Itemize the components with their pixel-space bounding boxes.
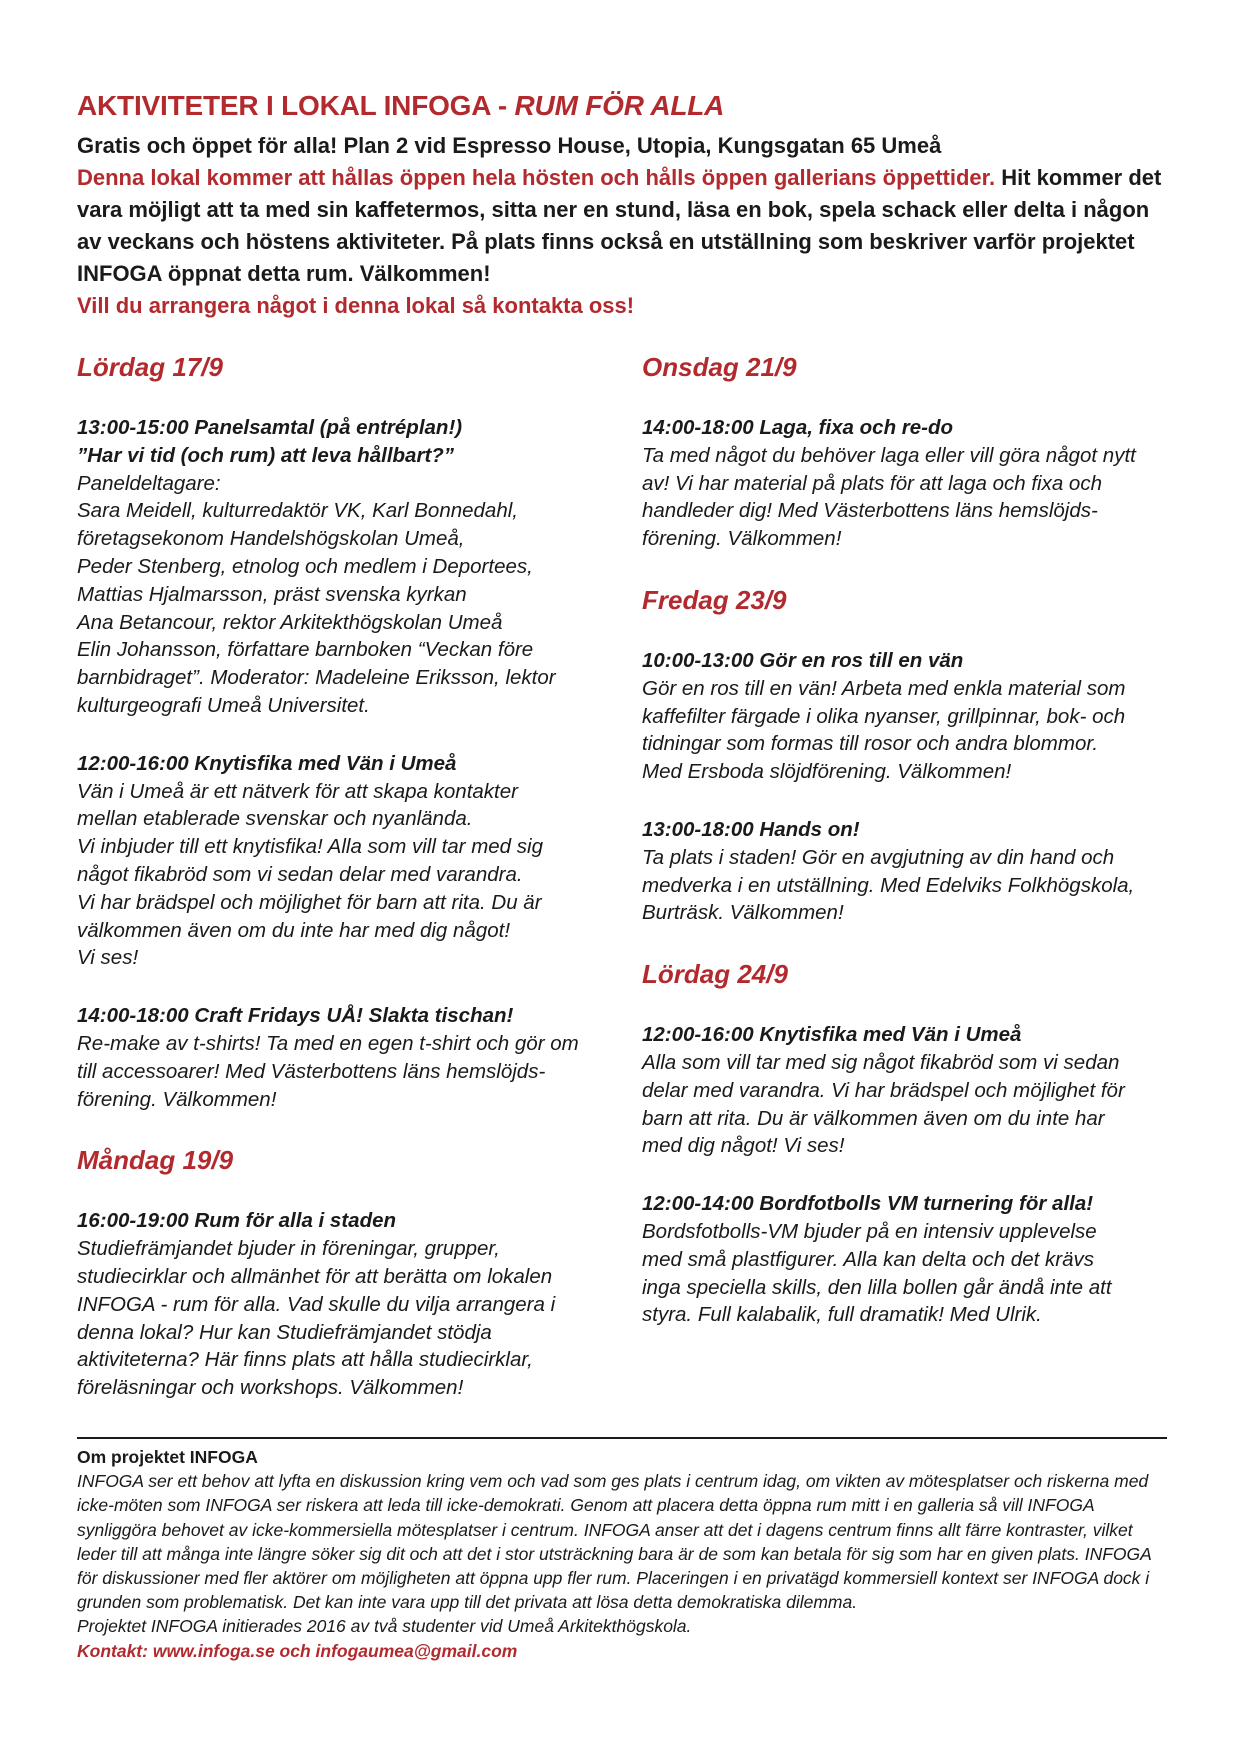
event-craft-fridays — [77, 1002, 617, 1113]
intro-description-red: Denna lokal kommer att hållas öppen hela hösten och hålls öppen gallerians öppettider. — [77, 165, 996, 190]
day-block-mandag-19 — [77, 1143, 617, 1402]
page-title — [77, 90, 724, 122]
event-body: Alla som vill tar med sig något fikabröd som vi sedan delar med varandra. Vi har brädspel och möjlighet för barn att rita. Du är välkommen även om du inte har med dig något! Vi ses! — [642, 1050, 1125, 1158]
event-hands-on — [642, 816, 1162, 927]
about-section — [77, 1445, 1167, 1663]
event-title: 14:00-18:00 Craft Fridays UÅ! Slakta tischan! — [77, 1004, 514, 1028]
day-block-onsdag-21 — [642, 350, 1162, 553]
event-subtitle: ”Har vi tid (och rum) att leva hållbart?” — [77, 443, 455, 467]
contact-line: Kontakt: www.infoga.se och infogaumea@gmail.com — [77, 1640, 518, 1661]
event-body: Studiefrämjandet bjuder in föreningar, grupper, studiecirklar och allmänhet för att berätta om lokalen INFOGA - rum för alla. Vad skulle du vilja arrangera i denna lokal? Hur kan Studiefrämjandet stödja aktiviteterna? Här finns plats att hålla studiecirklar, föreläsningar och workshops. Välkommen! — [77, 1237, 556, 1400]
event-title: 14:00-18:00 Laga, fixa och re-do — [642, 416, 954, 439]
intro-location: Gratis och öppet för alla! Plan 2 vid Espresso House, Utopia, Kungsgatan 65 Umeå — [77, 133, 942, 158]
day-block-lordag-24 — [642, 957, 1162, 1329]
event-body: Paneldeltagare: Sara Meidell, kulturredaktör VK, Karl Bonnedahl, företagsekonom Handelshögskolan Umeå, Peder Stenberg, etnolog och medlem i Deportees, Mattias Hjalmarsson, präst svenska kyrkan Ana Betancour, rektor Arkitekthögskolan Umeå Elin Johansson, författare barnboken “Veckan före barnbidraget”. Moderator: Madeleine Eriksson, lektor kulturgeografi Umeå Universitet. — [77, 471, 556, 717]
event-rum-for-alla — [77, 1207, 617, 1402]
day-heading: Lördag 17/9 — [77, 352, 223, 382]
event-body: Ta plats i staden! Gör en avgjutning av din hand och medverka i en utställning. Med Edelviks Folkhögskola, Burträsk. Välkommen! — [642, 845, 1135, 925]
day-heading: Fredag 23/9 — [642, 584, 787, 615]
event-body: Bordsfotbolls-VM bjuder på en intensiv upplevelse med små plastfigurer. Alla kan delta och det krävs inga speciella skills, den lilla bollen går ändå inte att styra. Full kalabalik, full dramatik! Med Ulrik. — [642, 1219, 1112, 1327]
event-laga-fixa — [642, 414, 1162, 553]
day-heading: Lördag 24/9 — [642, 959, 788, 990]
flyer-page — [77, 0, 1167, 1753]
event-bordfotboll — [642, 1190, 1162, 1329]
left-column — [77, 350, 617, 1432]
about-origin: Projektet INFOGA initierades 2016 av två studenter vid Umeå Arkitekthögskola. — [77, 1616, 692, 1637]
event-gor-en-ros — [642, 647, 1162, 786]
event-title: 12:00-16:00 Knytisfika med Vän i Umeå — [642, 1023, 1022, 1047]
day-heading: Måndag 19/9 — [77, 1145, 234, 1176]
event-body: Re-make av t-shirts! Ta med en egen t-shirt och gör om till accessoarer! Med Västerbottens läns hemslöjds- förening. Välkommen! — [77, 1031, 579, 1111]
event-title: 13:00-15:00 Panelsamtal (på entréplan!) — [77, 416, 463, 439]
event-title: 12:00-16:00 Knytisfika med Vän i Umeå — [77, 751, 457, 775]
day-heading: Onsdag 21/9 — [642, 352, 797, 382]
about-heading: Om projektet INFOGA — [77, 1447, 258, 1467]
intro-description — [77, 162, 1167, 290]
event-title: 13:00-18:00 Hands on! — [642, 817, 860, 841]
event-body: Gör en ros till en vän! Arbeta med enkla material som kaffefilter färgade i olika nyanser, grillpinnar, bok- och tidningar som formas till rosor och andra blommor. Med Ersboda slöjdförening. Välkommen! — [642, 676, 1126, 784]
about-text: INFOGA ser ett behov att lyfta en diskussion kring vem och vad som ges plats i centrum idag, om vikten av mötesplatser och riskerna med icke-möten som INFOGA ser riskera att leda till icke-demokrati. Genom att placera detta öppna rum mitt i en galleria så vill INFOGA synliggöra behovet av icke-kommersiella mötesplatser i centrum. INFOGA anser att det i dagens centrum finns allt färre kontraster, vilket leder till att många inte längre söker sig dit och att det i stor utsträckning bara är de som kan betala för sig som har en given plats. INFOGA för diskussioner med fler aktörer om möjligheten att öppna upp fler rum. Placeringen i en privatägd kommersiell kontext ser INFOGA dock i grunden som problematisk. Det kan inte vara upp till det privata att lösa detta demokratiska dilemma. — [77, 1471, 1152, 1613]
section-divider — [77, 1437, 1167, 1439]
day-block-fredag-23 — [642, 583, 1162, 927]
title-main: AKTIVITETER I LOKAL INFOGA - — [77, 90, 515, 121]
right-column — [642, 350, 1162, 1359]
event-knytisfika — [77, 750, 617, 972]
event-title: 12:00-14:00 Bordfotbolls VM turnering för alla! — [642, 1192, 1094, 1216]
intro-call-to-action: Vill du arrangera något i denna lokal så kontakta oss! — [77, 293, 635, 318]
event-title: 10:00-13:00 Gör en ros till en vän — [642, 648, 964, 672]
event-title: 16:00-19:00 Rum för alla i staden — [77, 1209, 397, 1233]
event-knytisfika-2 — [642, 1021, 1162, 1160]
intro-block — [77, 130, 1167, 322]
event-body: Ta med något du behöver laga eller vill göra något nytt av! Vi har material på plats för att laga och fixa och handleder dig! Med Västerbottens läns hemslöjds- förening. Välkommen! — [642, 443, 1136, 551]
event-body: Vän i Umeå är ett nätverk för att skapa kontakter mellan etablerade svenskar och nyanlända. Vi inbjuder till ett knytisfika! Alla som vill tar med sig något fikabröd som vi sedan delar med varandra. Vi har brädspel och möjlighet för barn att rita. Du är välkommen även om du inte har med dig något! Vi ses! — [77, 779, 543, 970]
about-body — [77, 1469, 1167, 1638]
day-block-lordag-17 — [77, 350, 617, 1113]
intro-description-black: Hit kommer det vara möjligt att ta med sin kaffetermos, sitta ner en stund, läsa en bok, spela schack eller delta i någon av veckans och höstens aktiviteter. På plats finns också en utställning som beskriver varför projektet INFOGA öppnat detta rum. Välkommen! — [77, 165, 1162, 286]
title-italic: RUM FÖR ALLA — [514, 90, 725, 121]
event-panelsamtal — [77, 414, 617, 720]
